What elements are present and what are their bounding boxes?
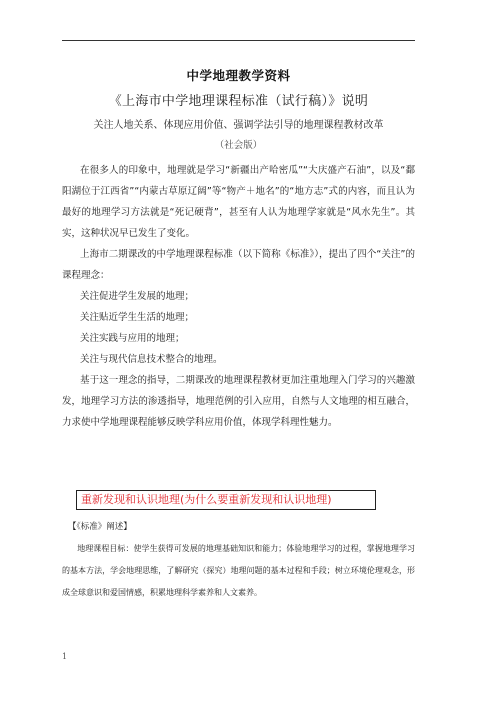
body-content	[62, 160, 415, 433]
concept-item: 关注贴近学生生活的地理；	[80, 312, 195, 323]
section-label: 【《标准》阐述】	[68, 522, 132, 532]
concept-item: 关注促进学生发展的地理；	[80, 291, 195, 302]
edition-label: （社会版）	[214, 140, 263, 151]
concept-item: 关注实践与应用的地理；	[80, 333, 185, 344]
page-number: 1	[62, 652, 68, 661]
paragraph-guidance: 基于这一理念的指导，二期课改的地理课程教材更加注重地理入门学习的兴趣激发，地理学习方法的渗透指导，地理范例的引入应用，自然与人文地理的相互融合，力求使中学地理课程能够反映学科应用价值，体现学科理性魅力。	[62, 375, 415, 428]
curriculum-goal-text: 地理课程目标：使学生获得可发展的地理基础知识和能力；体验地理学习的过程，掌握地理学习的基本方法，学会地理思维，了解研究（探究）地理问题的基本过程和手段；树立环境伦理观念，形成全球意识和爱国情感，积累地理科学素养和人文素养。	[62, 544, 415, 597]
document-subtitle: 关注人地关系、体现应用价值、强调学法引导的地理课程教材改革	[93, 120, 384, 131]
paragraph-intro: 在很多人的印象中，地理就是学习“新疆出产哈密瓜”“大庆盛产石油”，以及“鄱阳湖位于江西省”“内蒙古草原辽阔”等“物产＋地名”的“地方志”式的内容，而且认为最好的地理学习方法就是“死记硬背”，甚至有人认为地理学家就是“风水先生”。其实，这种状况早已发生了变化。	[62, 165, 415, 239]
concept-item: 关注与现代信息技术整合的地理。	[80, 354, 223, 365]
document-title: 《上海市中学地理课程标准（试行稿）》说明	[108, 94, 369, 109]
series-title: 中学地理教学资料	[186, 68, 291, 83]
header-rule	[62, 40, 415, 41]
section-banner: 重新发现和认识地理(为什么要重新发现和认识地理)	[76, 490, 376, 510]
paragraph-concepts: 上海市二期课改的中学地理课程标准（以下简称《标准》），提出了四个“关注”的课程理念：	[62, 249, 415, 281]
